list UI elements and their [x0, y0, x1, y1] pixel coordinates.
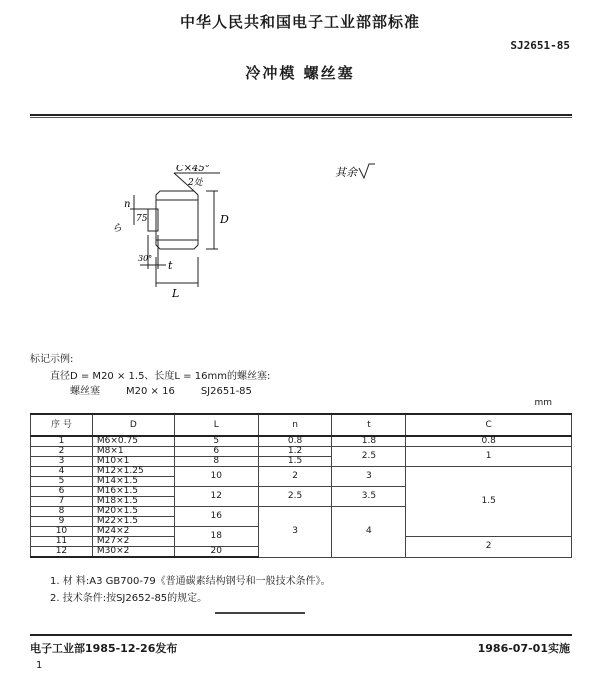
- marking-code: SJ2651-85: [200, 386, 252, 397]
- cell-L: 5: [174, 436, 258, 447]
- chamfer-note: 2处: [188, 178, 203, 188]
- chamfer-label: C×45°: [176, 165, 210, 174]
- roughness-label: 其余: [335, 166, 357, 179]
- cell-seq: 6: [31, 487, 93, 497]
- cell-D: M27×2: [92, 537, 174, 547]
- cell-L: 18: [174, 527, 258, 547]
- col-n: n: [258, 414, 332, 436]
- end-rule: [215, 612, 305, 614]
- cell-D: M16×1.5: [92, 487, 174, 497]
- col-seq: 序 号: [31, 414, 93, 436]
- cell-n: 0.8: [258, 436, 332, 447]
- cell-seq: 5: [31, 477, 93, 487]
- cell-t: 3.5: [332, 487, 406, 507]
- marking-heading: 标记示例:: [30, 354, 74, 365]
- marking-name: 螺丝塞: [70, 386, 100, 397]
- cell-n: 3: [258, 507, 332, 558]
- spec-table: [30, 413, 572, 558]
- cell-C: 2: [406, 537, 572, 558]
- header-rule: [30, 114, 572, 116]
- cell-D: M10×1: [92, 457, 174, 467]
- cell-D: M24×2: [92, 527, 174, 537]
- thread-end-label: 30°: [138, 254, 153, 263]
- cell-seq: 11: [31, 537, 93, 547]
- marking-size: M20 × 16: [126, 386, 175, 397]
- slot-depth-t: t: [168, 259, 173, 272]
- surface-roughness-note: [335, 160, 385, 188]
- table-row: [31, 467, 572, 477]
- cell-t: 2.5: [332, 447, 406, 467]
- cell-C: 0.8: [406, 436, 572, 447]
- unit-label: mm: [534, 398, 552, 408]
- note-material: 1. 材 料:A3 GB700-79《普通碳素结构钢号和一般技术条件》。: [50, 576, 331, 587]
- cell-seq: 10: [31, 527, 93, 537]
- org-title: 中华人民共和国电子工业部部标准: [179, 13, 420, 31]
- document-title: 冷冲模 螺丝塞: [245, 64, 355, 82]
- col-L: L: [174, 414, 258, 436]
- cell-L: 10: [174, 467, 258, 487]
- cell-D: M12×1.25: [92, 467, 174, 477]
- col-t: t: [332, 414, 406, 436]
- cell-t: 1.8: [332, 436, 406, 447]
- cell-D: M14×1.5: [92, 477, 174, 487]
- cell-L: 6: [174, 447, 258, 457]
- cell-D: M30×2: [92, 547, 174, 558]
- cell-t: 4: [332, 507, 406, 558]
- page-number: 1: [36, 660, 43, 671]
- cell-seq: 4: [31, 467, 93, 477]
- standard-code: SJ2651-85: [510, 39, 570, 52]
- cell-n: 1.5: [258, 457, 332, 467]
- cell-L: 8: [174, 457, 258, 467]
- side-label: ら: [112, 223, 122, 234]
- roughness-symbol: [359, 164, 375, 178]
- cell-seq: 9: [31, 517, 93, 527]
- cell-n: 2.5: [258, 487, 332, 507]
- slot-width-n: n: [124, 199, 131, 210]
- length-label: L: [172, 287, 180, 300]
- cell-D: M18×1.5: [92, 497, 174, 507]
- cell-seq: 8: [31, 507, 93, 517]
- cell-C: 1: [406, 447, 572, 467]
- col-D: D: [92, 414, 174, 436]
- cell-n: 1.2: [258, 447, 332, 457]
- issue-date: 电子工业部1985-12-26发布: [30, 642, 178, 655]
- table-row: [31, 447, 572, 457]
- slot-dim-label: 75: [136, 214, 148, 224]
- cell-seq: 12: [31, 547, 93, 558]
- table-header-row: [31, 414, 572, 436]
- note-technical: 2. 技术条件:按SJ2652-85的规定。: [50, 593, 208, 604]
- cell-D: M22×1.5: [92, 517, 174, 527]
- cell-seq: 3: [31, 457, 93, 467]
- cell-C: 1.5: [406, 467, 572, 537]
- cell-seq: 7: [31, 497, 93, 507]
- cell-seq: 2: [31, 447, 93, 457]
- plug-drawing: [110, 165, 270, 305]
- cell-D: M20×1.5: [92, 507, 174, 517]
- effective-date: 1986-07-01实施: [477, 642, 570, 655]
- cell-D: M6×0.75: [92, 436, 174, 447]
- marking-example: 直径D = M20 × 1.5、长度L = 16mm的螺丝塞:: [50, 371, 271, 382]
- col-C: C: [406, 414, 572, 436]
- cell-L: 16: [174, 507, 258, 527]
- cell-L: 20: [174, 547, 258, 558]
- table-row: [31, 436, 572, 447]
- cell-L: 12: [174, 487, 258, 507]
- cell-n: 2: [258, 467, 332, 487]
- cell-D: M8×1: [92, 447, 174, 457]
- marking-designation: [70, 382, 278, 397]
- cell-seq: 1: [31, 436, 93, 447]
- footer-rule: [30, 634, 572, 636]
- cell-t: 3: [332, 467, 406, 487]
- diameter-label: D: [220, 213, 229, 226]
- header-rule-thin: [30, 117, 572, 118]
